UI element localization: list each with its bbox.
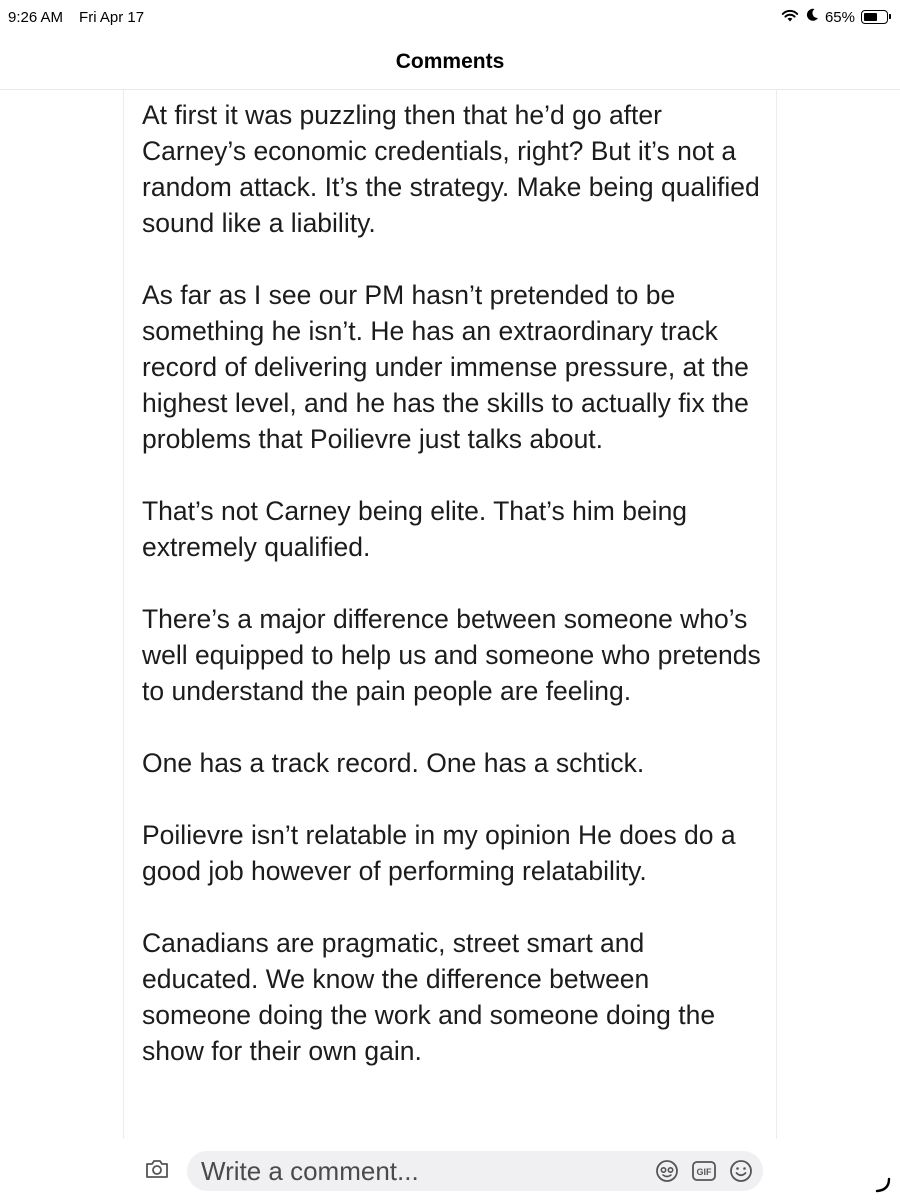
page-title: Comments <box>395 50 505 73</box>
avatar-sticker-icon[interactable] <box>655 1159 679 1183</box>
emoji-icon[interactable] <box>729 1159 753 1183</box>
comment-paragraph: As far as I see our PM hasn’t pretended to be something he isn’t. He has an extraordinary track record of delivering under immense pressure, at the highest level, and he has the skills to actually fix the problems that Poilievre just talks about. <box>142 280 749 454</box>
header-divider <box>0 89 900 90</box>
comment-scroll-area[interactable] <box>142 97 762 1139</box>
wifi-icon <box>781 9 799 26</box>
status-time: 9:26 AM <box>8 9 64 26</box>
battery-percent: 65% <box>824 8 855 26</box>
comment-paragraph: One has a track record. One has a schtick. <box>142 748 645 778</box>
battery-level <box>864 13 877 21</box>
comment-paragraph: Canadians are pragmatic, street smart and educated. We know the difference between someone doing the work and someone doing the show for their own gain. <box>142 928 716 1066</box>
comment-paragraph: Poilievre isn’t relatable in my opinion He does do a good job however of performing relatability. <box>142 820 736 886</box>
comments-header <box>0 36 900 90</box>
svg-text:GIF: GIF <box>696 1167 712 1177</box>
comment-paragraph: At first it was puzzling then that he’d go after Carney’s economic credentials, right? But it’s not a random attack. It’s the strategy. Make being qualified sound like a liability. <box>142 100 760 238</box>
status-date: Fri Apr 17 <box>79 9 145 26</box>
gif-icon[interactable] <box>691 1159 717 1183</box>
moon-icon <box>805 8 819 26</box>
comment-paragraph-cut-off <box>142 1105 762 1139</box>
comment-composer <box>123 1139 777 1200</box>
comment-paragraph: There’s a major difference between someone who’s well equipped to help us and someone who pretends to understand the pain people are feeling. <box>142 604 761 706</box>
resize-handle-icon[interactable] <box>874 1176 892 1194</box>
comment-paragraph: That’s not Carney being elite. That’s him being extremely qualified. <box>142 496 688 562</box>
status-bar <box>0 0 900 36</box>
content-divider-left <box>123 90 124 1200</box>
battery-icon <box>861 10 888 24</box>
camera-icon[interactable] <box>145 1159 169 1179</box>
comment-body <box>142 97 762 1139</box>
content-divider-right <box>776 90 777 1200</box>
